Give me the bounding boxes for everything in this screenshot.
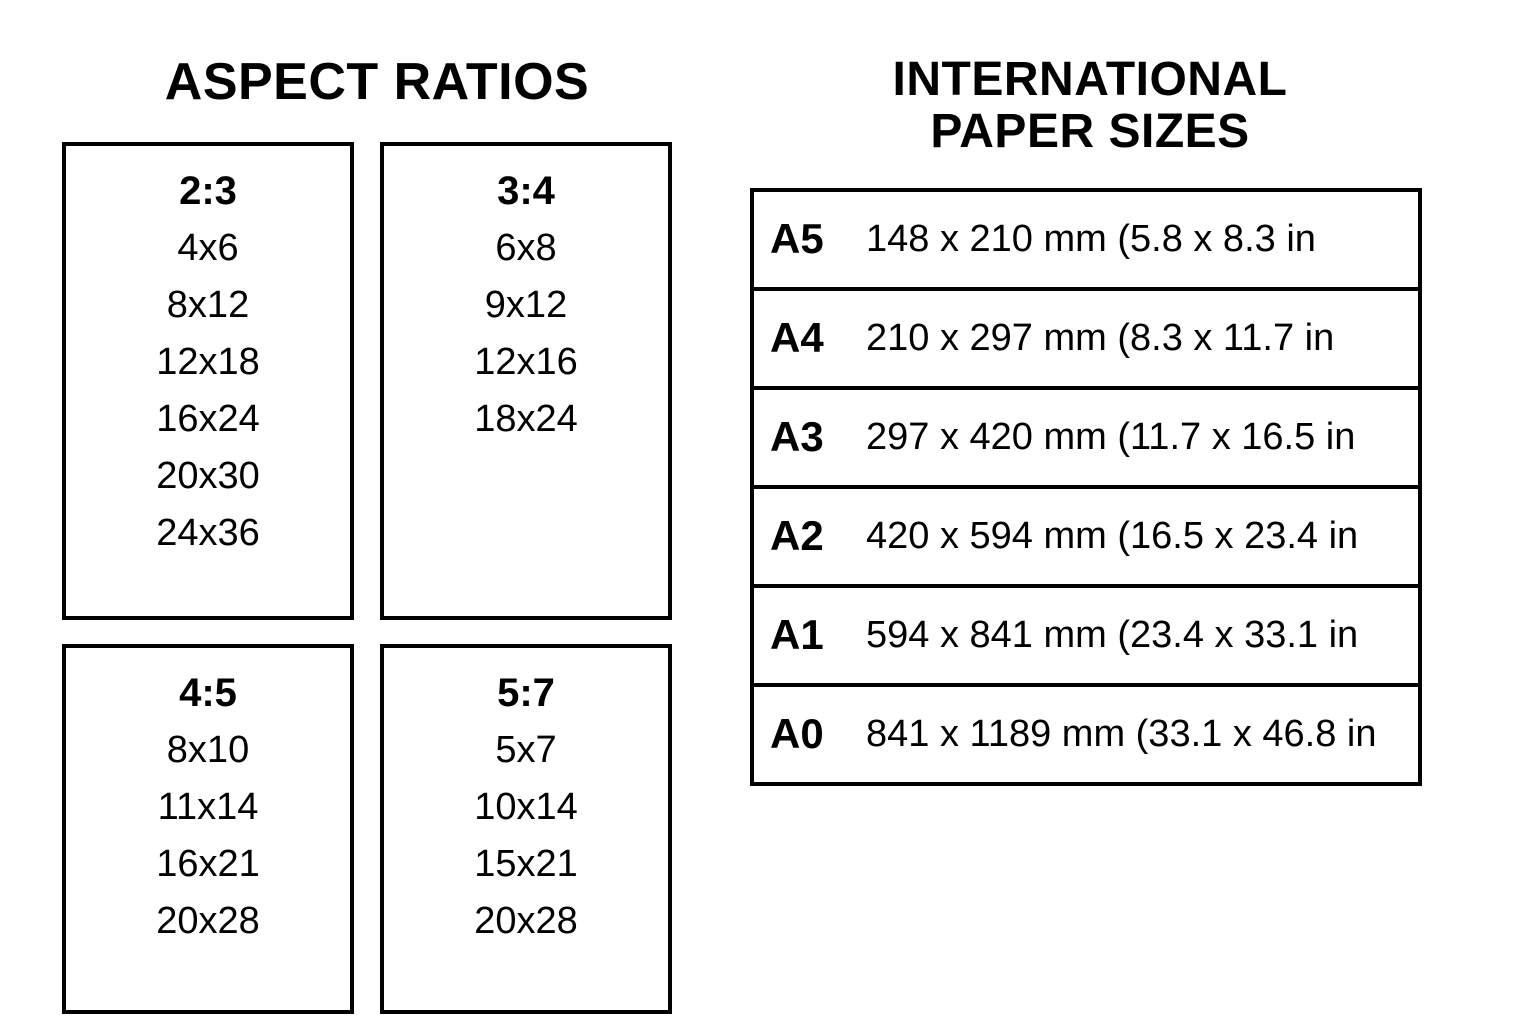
aspect-ratio-label: 2:3 [179,169,237,214]
aspect-ratio-size: 18x24 [474,398,578,441]
paper-sizes-title-line2: PAPER SIZES [930,104,1250,158]
paper-size-code: A1 [770,611,824,659]
aspect-ratio-size: 5x7 [495,729,557,772]
aspect-ratio-size: 20x28 [474,900,578,943]
aspect-ratio-size: 4x6 [177,227,239,270]
table-row [754,192,1418,291]
aspect-ratio-size: 12x18 [156,341,260,384]
aspect-ratio-size: 20x30 [156,455,260,498]
paper-sizes-title [750,54,1430,158]
aspect-ratio-size: 11x14 [157,786,259,829]
paper-size-code: A4 [770,314,824,362]
aspect-ratio-size: 6x8 [495,227,557,270]
paper-size-code: A3 [770,413,824,461]
paper-sizes-section [750,54,1430,786]
paper-size-dimensions: 297 x 420 mm (11.7 x 16.5 in [866,415,1356,458]
paper-size-dimensions: 841 x 1189 mm (33.1 x 46.8 in [866,712,1377,755]
paper-size-code: A5 [770,215,824,263]
table-row [754,489,1418,588]
aspect-ratio-size: 12x16 [474,341,578,384]
paper-size-dimensions: 420 x 594 mm (16.5 x 23.4 in [866,514,1359,557]
aspect-ratio-size: 10x14 [474,786,578,829]
paper-size-code: A2 [770,512,824,560]
paper-size-dimensions: 148 x 210 mm (5.8 x 8.3 in [866,217,1316,260]
paper-sizes-title-line1: INTERNATIONAL [892,53,1288,106]
aspect-ratios-title: ASPECT RATIOS [164,53,590,111]
aspect-ratio-size: 16x24 [156,398,260,441]
aspect-ratio-box-5-7 [380,644,672,1014]
aspect-ratio-size: 8x12 [166,284,250,327]
aspect-ratio-box-4-5 [62,644,354,1014]
aspect-ratio-size: 8x10 [166,729,250,772]
paper-sizes-table [750,188,1422,786]
aspect-ratios-section [62,54,692,1014]
table-row [754,291,1418,390]
paper-size-dimensions: 210 x 297 mm (8.3 x 11.7 in [866,316,1335,359]
aspect-ratio-box-3-4 [380,142,672,620]
aspect-ratio-size: 9x12 [484,284,568,327]
paper-size-code: A0 [770,710,824,758]
table-row [754,687,1418,786]
aspect-ratio-size: 16x21 [156,843,260,886]
aspect-ratio-label: 3:4 [497,169,555,214]
aspect-ratio-grid [62,142,692,1014]
table-row [754,588,1418,687]
aspect-ratio-size: 20x28 [156,900,260,943]
aspect-ratio-label: 5:7 [497,671,555,716]
aspect-ratio-size: 24x36 [156,512,260,555]
table-row [754,390,1418,489]
aspect-ratio-label: 4:5 [179,671,237,716]
paper-size-dimensions: 594 x 841 mm (23.4 x 33.1 in [866,613,1359,656]
aspect-ratio-box-2-3 [62,142,354,620]
aspect-ratio-size: 15x21 [474,843,578,886]
